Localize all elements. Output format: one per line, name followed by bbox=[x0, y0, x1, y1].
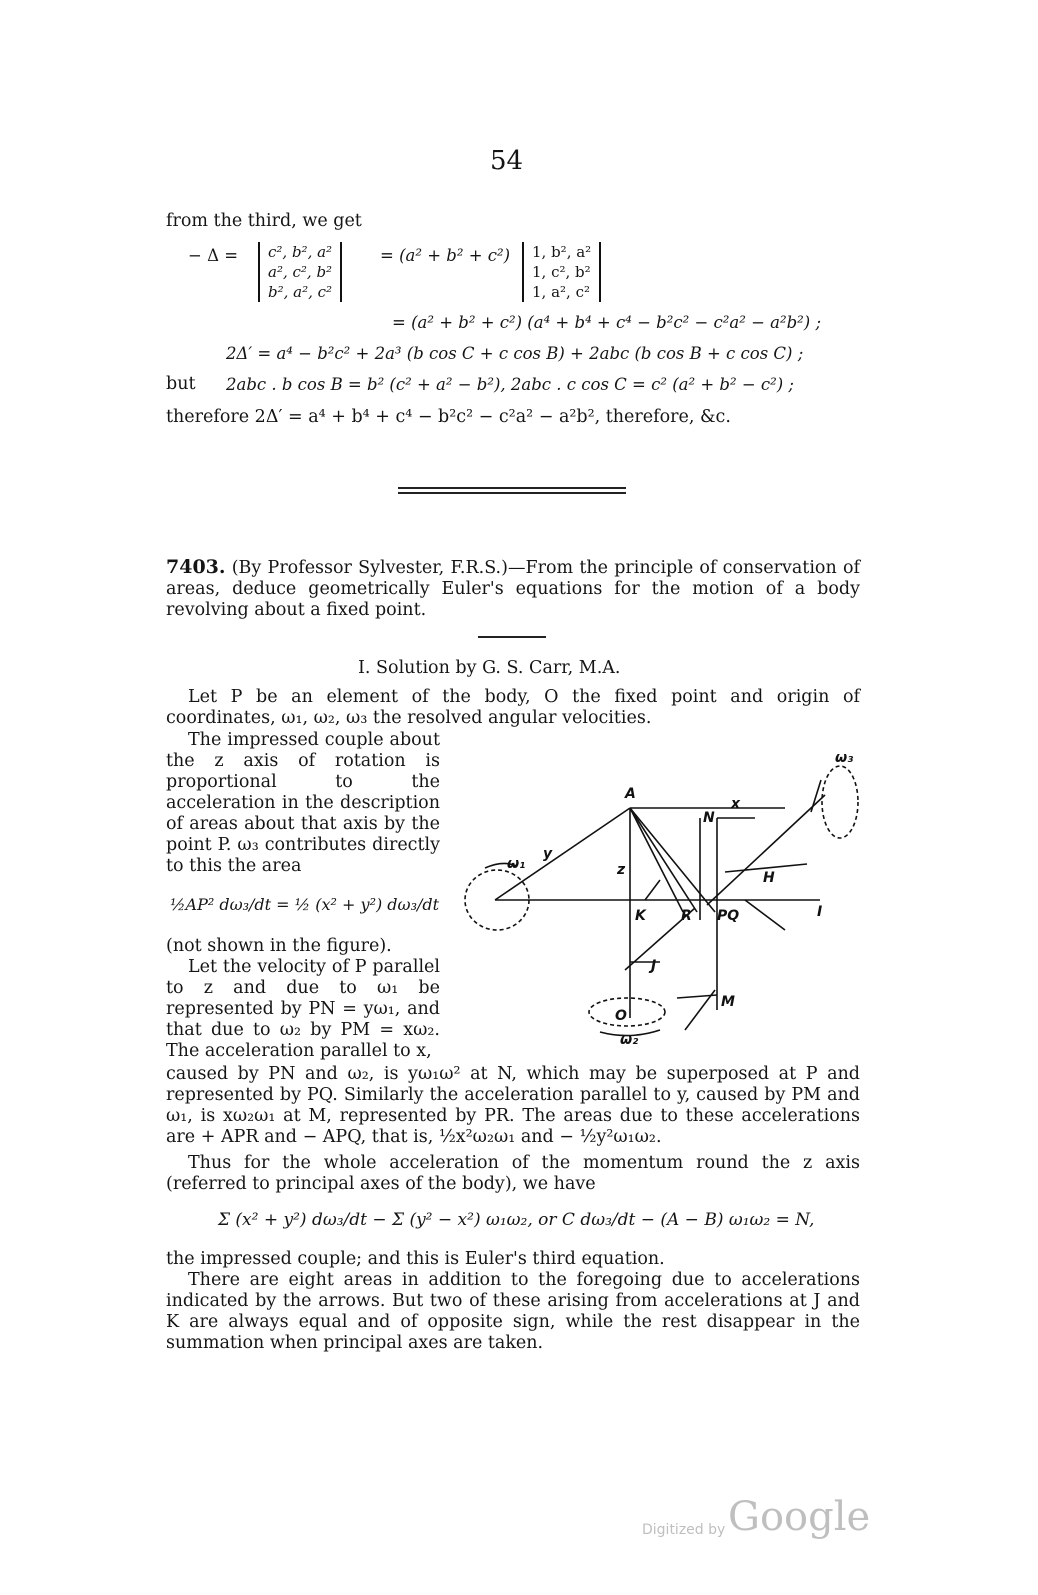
section-rule-bottom bbox=[398, 492, 626, 494]
det2-row: 1, c², b² bbox=[532, 263, 591, 281]
paragraph-4: caused by PN and ω₂, is yω₁ω² at N, which may be superposed at P and represented by PQ. Similarly the acceleration parallel to y, caused by PM and ω₁, is xω₂ω₁ at M, represented by PR. The areas due to these accelerations are + APR and − APQ, that is, ½x²ω₂ω₁ and − ½y²ω₁ω₂. bbox=[166, 1064, 860, 1147]
line-diag bbox=[707, 795, 825, 905]
line-ar bbox=[630, 808, 683, 912]
watermark-small: Digitized by bbox=[642, 1522, 726, 1538]
watermark-google: Google bbox=[728, 1494, 871, 1540]
equation-1: = (a² + b² + c²) (a⁴ + b⁴ + c⁴ − b²c² − c²a² − a²b²) ; bbox=[392, 313, 822, 332]
label-i: I bbox=[817, 904, 823, 920]
equation-3: 2abc . b cos B = b² (c² + a² − b²), 2abc . c cos C = c² (a² + b² − c²) ; bbox=[226, 375, 794, 394]
determinant-2 bbox=[522, 242, 601, 302]
arrow-w3 bbox=[811, 780, 821, 812]
det2-row: 1, a², c² bbox=[532, 283, 590, 301]
area-formula: ½AP² dω₃/dt = ½ (x² + y²) dω₃/dt bbox=[170, 895, 440, 914]
det1-row: b², a², c² bbox=[268, 283, 333, 301]
det1-row: a², c², b² bbox=[268, 263, 333, 281]
paragraph-3: Let the velocity of P parallel to z and due to ω₁ be represented by PN = yω₁, and that due to ω₂ by PM = xω₂. The acceleration parallel to x, bbox=[166, 957, 440, 1061]
determinant-1 bbox=[258, 242, 342, 302]
rotation-figure bbox=[455, 740, 875, 1070]
circle-w2 bbox=[589, 998, 665, 1026]
label-z: z bbox=[617, 862, 626, 878]
paragraph-6: the impressed couple; and this is Euler's third equation. bbox=[166, 1249, 665, 1269]
label-m: M bbox=[721, 994, 735, 1010]
paragraph-7: There are eight areas in addition to the foregoing due to accelerations indicated by the arrows. But two of these arising from accelerations at J and K are always equal and of opposite sign, while the rest disappear in the summation when principal axes are taken. bbox=[166, 1270, 860, 1353]
label-n: N bbox=[703, 810, 715, 826]
section-rule-top bbox=[398, 487, 626, 489]
short-rule bbox=[478, 636, 546, 638]
label-w1: ω₁ bbox=[507, 856, 526, 872]
line-aq bbox=[630, 808, 697, 912]
paragraph-2: The impressed couple about the z axis of rotation is proportional to the acceleration in the description of areas about that axis by the point P. ω₃ contributes directly to this the area bbox=[166, 730, 440, 876]
paragraph-5: Thus for the whole acceleration of the momentum round the z axis (referred to principal axes of the body), we have bbox=[166, 1153, 860, 1194]
problem-statement bbox=[166, 557, 860, 621]
label-y: y bbox=[543, 846, 553, 862]
det2-row: 1, b², a² bbox=[532, 243, 592, 261]
therefore-line: therefore 2Δ′ = a⁴ + b⁴ + c⁴ − b²c² − c²a² − a²b², therefore, &c. bbox=[166, 407, 731, 427]
not-shown-note: (not shown in the figure). bbox=[166, 936, 392, 956]
arrow-k bbox=[645, 880, 660, 900]
label-pq: PQ bbox=[717, 908, 740, 924]
page-number: 54 bbox=[490, 146, 524, 176]
label-k: K bbox=[635, 908, 646, 924]
factor-term: = (a² + b² + c²) bbox=[380, 246, 511, 265]
label-a: A bbox=[625, 786, 636, 802]
label-r: R bbox=[681, 908, 692, 924]
det1-row: c², b², a² bbox=[268, 243, 333, 261]
label-h: H bbox=[763, 870, 775, 886]
problem-text: (By Professor Sylvester, F.R.S.)—From the principle of conservation of areas, deduce geometrically Euler's equations for the motion of a body revolving about a fixed point. bbox=[166, 558, 860, 620]
delta-lhs: − Δ = bbox=[188, 246, 239, 265]
line-a-y bbox=[495, 808, 630, 900]
label-x: x bbox=[731, 796, 741, 812]
intro-line: from the third, we get bbox=[166, 211, 362, 231]
problem-number: 7403. bbox=[166, 556, 226, 578]
label-w2: ω₂ bbox=[620, 1032, 639, 1048]
solution-heading: I. Solution by G. S. Carr, M.A. bbox=[358, 658, 621, 678]
label-j: J bbox=[651, 958, 657, 974]
circle-w3 bbox=[822, 766, 858, 838]
arrow-i bbox=[745, 900, 785, 930]
label-o: O bbox=[615, 1008, 627, 1024]
label-w3: ω₃ bbox=[835, 750, 854, 766]
paragraph-1: Let P be an element of the body, O the fixed point and origin of coordinates, ω₁, ω₂, ω₃ the resolved angular velocities. bbox=[166, 687, 860, 728]
euler-equation: Σ (x² + y²) dω₃/dt − Σ (y² − x²) ω₁ω₂, or C dω₃/dt − (A − B) ω₁ω₂ = N, bbox=[218, 1210, 815, 1230]
equation-2: 2Δ′ = a⁴ − b²c² + 2a³ (b cos C + c cos B) + 2abc (b cos B + c cos C) ; bbox=[226, 344, 804, 363]
but-label: but bbox=[166, 374, 196, 394]
